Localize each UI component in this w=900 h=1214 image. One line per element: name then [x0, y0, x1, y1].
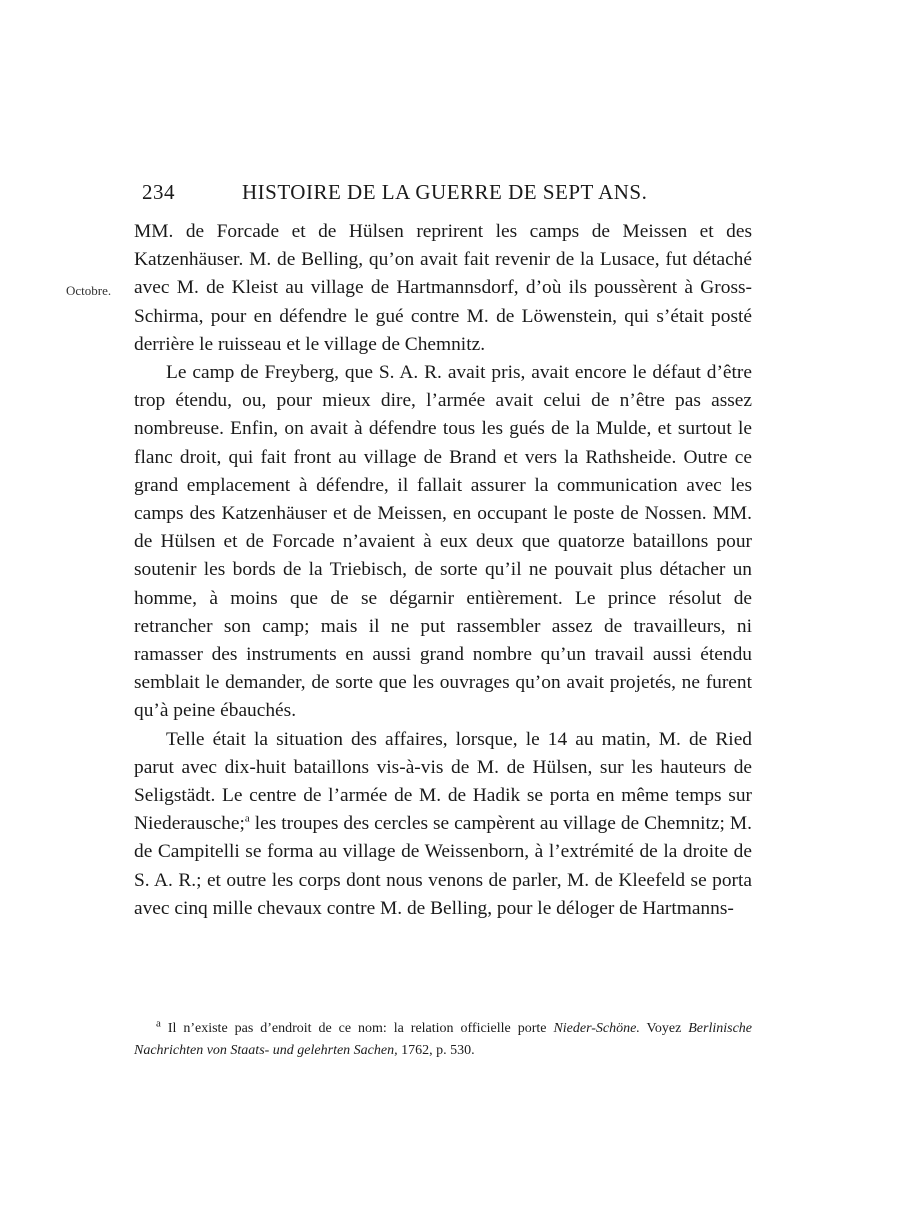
running-title: HISTOIRE DE LA GUERRE DE SEPT ANS. — [242, 180, 648, 204]
footnote-marker: a — [156, 1017, 161, 1030]
running-head — [142, 180, 752, 210]
footnote-text-2: Voyez — [639, 1021, 689, 1036]
page-number: 234 — [142, 180, 175, 204]
paragraph-2: Le camp de Freyberg, que S. A. R. avait pris, avait encore le défaut d’être trop étendu, ou, pour mieux dire, l’armée avait celui de n’être pas assez nombreuse. Enfin, on avait à défendre tous les gués de la Mulde, et surtout le flanc droit, qui fait front au village de Brand et vers la Rathsheide. Outre ce grand emplacement à défendre, il fallait assurer la communication avec les camps des Katzenhäuser et de Meissen, en occupant le poste de Nossen. MM. de Hülsen et de Forcade n’avaient à eux deux que quatorze bataillons pour soutenir les bords de la Triebisch, de sorte qu’il ne pouvait plus détacher un homme, à moins que de se dégarnir entièrement. Le prince résolut de retrancher son camp; mais il ne put rassembler assez de travailleurs, ni ramasser des instruments en aussi grand nombre qu’un travail aussi étendu semblait le demander, de sorte que les ouvrages qu’on avait projetés, ne furent qu’à peine ébauchés. — [134, 362, 752, 722]
paragraph-1: MM. de Forcade et de Hülsen reprirent les camps de Meissen et des Katzenhäuser. M. de Belling, qu’on avait fait revenir de la Lusace, fut détaché avec M. de Kleist au village de Hartmannsdorf, d’où ils poussèrent à Gross-Schirma, pour en défendre le gué contre M. de Löwenstein, qui s’était posté derrière le ruisseau et le village de Chemnitz. — [134, 221, 752, 355]
footnote-text-3: 1762, p. 530. — [397, 1043, 475, 1058]
paragraph-3 — [134, 726, 752, 923]
margin-note-month: Octobre. — [66, 283, 112, 298]
footnote-italic-2: Berlinische Nachrichten von Staats- und gelehrten Sachen, — [134, 1021, 753, 1058]
footnote-reference: a — [244, 812, 250, 825]
body-text — [134, 218, 752, 923]
footnote-italic-1: Nieder-Schöne. — [553, 1021, 640, 1036]
footnote-text-1: Il n’existe pas d’endroit de ce nom: la relation officielle porte — [160, 1021, 554, 1036]
paragraph-3-part-1: Telle était la situation des affaires, lorsque, le 14 au matin, M. de Ried parut avec dix-huit bataillons vis-à-vis de M. de Hülsen, sur les hauteurs de Seligstädt. Le centre de l’armée de M. de Hadik se porta en même temps sur Niederausche; — [134, 728, 752, 835]
footnote — [134, 1018, 752, 1062]
paragraph-3-part-2: les troupes des cercles se campèrent au village de Chemnitz; M. de Campitelli se forma au village de Weissenborn, à l’extrémité de la droite de S. A. R.; et outre les corps dont nous venons de parler, M. de Kleefeld se porta avec cinq mille chevaux contre M. de Belling, pour le déloger de Hartmanns- — [134, 813, 752, 919]
